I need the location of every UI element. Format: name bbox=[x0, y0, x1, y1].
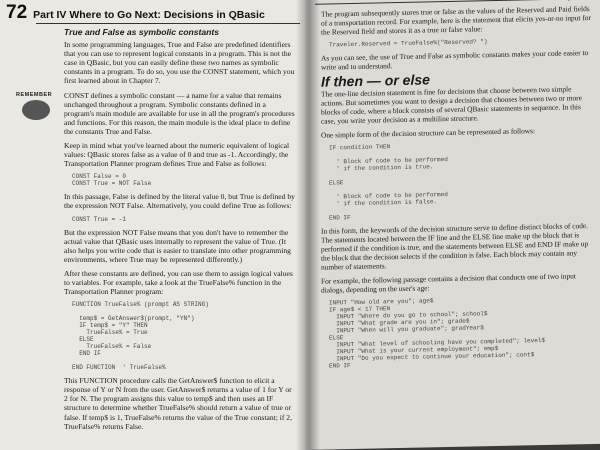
paragraph: As you can see, the use of True and False as symbolic constants makes your code easier to write and to understand. bbox=[321, 48, 589, 72]
paragraph: After these constants are defined, you can use them to assign logical values to variables. For example, take a look at the TrueFalse% function in the Transportation Planner program: bbox=[64, 268, 293, 297]
header-rule bbox=[36, 23, 300, 24]
code-block: INPUT "How old are you"; age$ IF age$ < 17 THEN INPUT "Where do you go to school"; school$ INPUT "What grade are you in"; grade$ INPUT "When will you graduate"; gradYear$ ELSE INPUT "What level of schooling have you completed"; level$ INPUT "What is your current employment"; emp$ INPUT "Do you expect to continue your education"; cont$ END IF bbox=[329, 297, 546, 370]
right-page bbox=[305, 0, 600, 450]
paragraph: Keep in mind what you've learned about the numeric equivalent of logical values: QBasic stores false as a value of 0 and true as -1. Accordingly, the Transportation Planner program defines True and False as follows: bbox=[64, 141, 290, 169]
page-number: 72 bbox=[6, 2, 28, 23]
paragraph: But the expression NOT False means that you don't have to remember the actual value that QBasic uses internally to represent the value of True. (It also helps you write code that is easier to translate into other programming environments, where True may be represented differently.) bbox=[64, 227, 291, 264]
paragraph: In this form, the keywords of the decision structure serve to define distinct blocks of code. The statements located between the IF line and the ELSE line make up the block that is performed if the condition is true, and the statements between ELSE and END IF make up the block that the decision selects if the condition is false. Each block may contain any number of statements. bbox=[321, 221, 589, 272]
paragraph: One simple form of the decision structure can be represented as follows: bbox=[321, 126, 536, 140]
paragraph: This FUNCTION procedure calls the GetAnswer$ function to elicit a response of Y or N from the user. GetAnswer$ returns a value of 1 for Y or 2 for N. The program assigns this value to temp$ and then uses an IF structure to determine whether TrueFalse% should return a value of true or false. If temp$ is 1, TrueFalse% returns the value of the True constant; if 2, TrueFalse% returns False. bbox=[64, 376, 292, 431]
section-title: If then — or else bbox=[321, 71, 430, 90]
chapter-label bbox=[550, 0, 592, 1]
remember-icon bbox=[18, 92, 56, 122]
paragraph: In this passage, False is defined by the literal value 0, but True is defined by the expression NOT False. Alternatively, you could define True as follows: bbox=[64, 192, 295, 211]
part-title: Part IV Where to Go Next: Decisions in QBasic bbox=[33, 9, 265, 21]
code-block: CONST True = -1 bbox=[72, 215, 127, 223]
right-body bbox=[321, 4, 593, 375]
paragraph: The one-line decision statement is fine for decisions that choose between two simple actions. But sometimes you want to design a decision that chooses between two or more blocks of code, where a block consists of several QBasic statements in sequence. In this case, you write your decision as a multiline structure. bbox=[321, 84, 582, 126]
paragraph: For example, the following passage contains a decision that conducts one of two input dialogs, depending on the user's age: bbox=[321, 271, 576, 295]
code-block: CONST False = 0 CONST True = NOT False bbox=[72, 173, 152, 188]
page-header bbox=[6, 2, 265, 24]
paragraph: In some programming languages, True and False are predefined identifiers that you can use to represent logical constants in a program. This is not the case in QBasic, but you can easily define these two names as symbolic constants in a program. To do so, you use the CONST statement, which you first learned about in Chapter 7. bbox=[64, 40, 295, 86]
paragraph: The program subsequently stores true or false as the values of the Reserved and Paid fields of a transportation record. For example, here is the statement that elicits yes-or-no input for the Reserved field and stores it as a true or false value: bbox=[321, 4, 591, 37]
code-block: FUNCTION TrueFalse% (prompt AS STRING) temp$ = GetAnswer$(prompt, "YN") IF temp$ = "Y" THEN TrueFalse% = True ELSE TrueFalse% = False END IF END FUNCTION ' TrueFalse% bbox=[72, 301, 209, 372]
section-heading: True and False as symbolic constants bbox=[64, 27, 220, 37]
code-block: Traveler.Reserved = TrueFalse%("Reserved? ") bbox=[329, 38, 488, 49]
remember-label: REMEMBER bbox=[16, 92, 53, 98]
paragraph: CONST defines a symbolic constant — a name for a value that remains unchanged throughout a program. Symbolic constants defined in a program's main module are available for use in all the program's procedures and functions. For this reason, the main module is the ideal place to define the constants True and False. bbox=[64, 90, 295, 136]
code-block: IF condition THEN ' Block of code to be performed ' if the condition is true. ELSE ' Block of code to be performed ' if the condition is false. END IF bbox=[329, 143, 448, 222]
book-gutter-shadow bbox=[296, 0, 320, 450]
remember-badge bbox=[22, 100, 50, 120]
left-body bbox=[64, 28, 296, 436]
